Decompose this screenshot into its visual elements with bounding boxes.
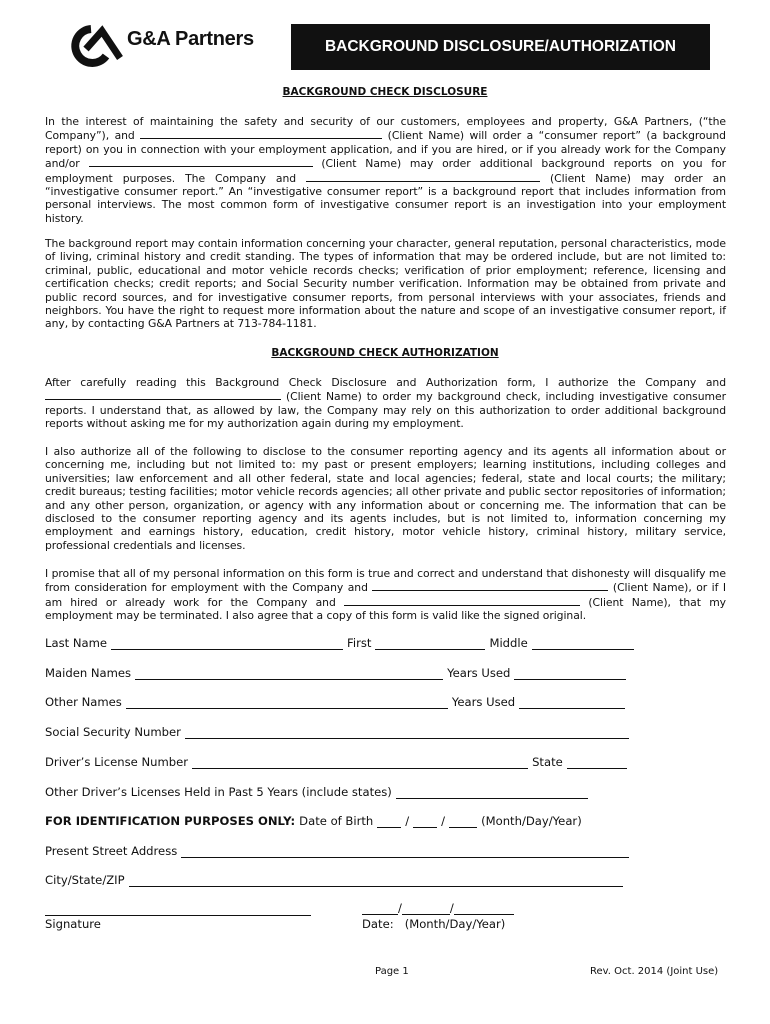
street-address-field[interactable] [181, 846, 629, 858]
maiden-names-field[interactable] [135, 668, 443, 680]
name-row [45, 636, 629, 650]
disclosure-heading: BACKGROUND CHECK DISCLOSURE [282, 86, 488, 98]
company-name: G&A Partners [127, 28, 254, 50]
middle-name-label: Middle [489, 636, 528, 650]
years-used-label: Years Used [447, 666, 511, 680]
disclosure-paragraph-1: In the interest of maintaining the safety and security of our customers, employees and property, G&A Partners, (“the Company”), and (Client Name) will order a “consumer report” (a background report) on you in connection with your employment application, and if you are hired, or if you already work for the Company and/or (Client Name) may order additional background reports on you for employment purposes. The Company and (Client Name) may order an “investigative consumer report.” An “investigative consumer report” is a background report that includes information from personal interviews. The most common form of investigative consumer report is an investigation into your employment history. [45, 115, 727, 225]
dob-month-field[interactable] [377, 816, 401, 828]
other-licenses-row [45, 785, 629, 799]
state-field[interactable] [567, 757, 627, 769]
street-address-label: Present Street Address [45, 844, 178, 858]
disclosure-paragraph-2: The background report may contain information concerning your character, general reputation, personal characteristics, mode of living, criminal history and credit standing. The types of information that may be ordered include, but are not limited to: criminal, public, educational and motor vehicle records checks; verification of prior employment; reference, licensing and certification checks; credit reports; and Social Security number verification. Information may be obtained from private and public record sources, and for investigative consumer reports, from personal interviews with your associates, friends and neighbors. You have the right to request more information about the nature and scope of an investigative consumer report, if any, by contacting G&A Partners at 713-784-1181. [45, 237, 726, 331]
client-name-line[interactable] [372, 580, 608, 591]
signature-field[interactable] [45, 904, 311, 916]
ssn-field[interactable] [185, 727, 629, 739]
years-used-label: Years Used [451, 695, 516, 709]
first-name-field[interactable] [375, 638, 485, 650]
last-name-label: Last Name [45, 636, 108, 650]
city-state-zip-field[interactable] [129, 875, 623, 887]
signature-label: Signature [45, 917, 101, 931]
identification-only-label: FOR IDENTIFICATION PURPOSES ONLY: [45, 814, 296, 828]
sign-year-field[interactable] [454, 903, 514, 915]
dob-label: Date of Birth [299, 814, 374, 828]
other-years-used-field[interactable] [519, 697, 625, 709]
sign-month-field[interactable] [362, 903, 398, 915]
form-title: BACKGROUND DISCLOSURE/AUTHORIZATION [291, 24, 710, 70]
authorization-paragraph-2: I also authorize all of the following to disclose to the consumer reporting agency and its agents all information about or concerning me, including but not limited to: my past or present employers; learning institutions, including colleges and universities; law enforcement and all other federal, state and local agencies; federal, state and local courts; the military; credit bureaus; testing facilities; motor vehicle records agencies; all other private and public sector repositories of information; and any other person, organization, or agency with any information about or concerning me. The information that can be disclosed to the consumer reporting agency and its agents includes, but is not limited to, information concerning my employment and earnings history, education, credit history, motor vehicle history, criminal history, military service, professional credentials and licenses. [45, 445, 726, 552]
last-name-field[interactable] [111, 638, 343, 650]
street-row [45, 844, 629, 858]
client-name-line[interactable] [140, 128, 382, 139]
authorization-paragraph-1: After carefully reading this Background Check Disclosure and Authorization form, I authorize the Company and (Client Name) to order my background check, including investigative consumer reports. I understand that, as allowed by law, the Company may rely on this authorization to order additional background reports without asking me for my authorization again during my employment. [45, 376, 726, 431]
city-row [45, 873, 629, 887]
authorization-heading: BACKGROUND CHECK AUTHORIZATION [271, 347, 499, 359]
middle-name-field[interactable] [532, 638, 634, 650]
maiden-names-label: Maiden Names [45, 666, 132, 680]
ssn-label: Social Security Number [45, 725, 181, 739]
authorization-paragraph-3: I promise that all of my personal information on this form is true and correct and understand that dishonesty will disqualify me from consideration for employment with the Company and (Client Name), or if I am hired or already work for the Company and (Client Name), that my employment may be terminated. I also agree that a copy of this form is valid like the signed original. [45, 567, 727, 623]
date-format-label: (Month/Day/Year) [404, 917, 506, 931]
other-names-field[interactable] [126, 697, 448, 709]
date-label-row [362, 917, 562, 931]
other-names-row [45, 695, 629, 709]
state-label: State [532, 755, 563, 769]
ssn-row [45, 725, 629, 739]
city-state-zip-label: City/State/ZIP [45, 873, 125, 887]
other-names-label: Other Names [45, 695, 122, 709]
dob-format-label: (Month/Day/Year) [481, 814, 582, 828]
other-licenses-field[interactable] [396, 787, 588, 799]
drivers-license-label: Driver’s License Number [45, 755, 189, 769]
client-name-line[interactable] [306, 171, 540, 182]
maiden-years-used-field[interactable] [514, 668, 626, 680]
client-name-line[interactable] [45, 389, 281, 400]
date-label: Date: [362, 917, 394, 931]
drivers-license-field[interactable] [192, 757, 528, 769]
dob-year-field[interactable] [449, 816, 477, 828]
other-licenses-label: Other Driver’s Licenses Held in Past 5 Years (include states) [45, 785, 392, 799]
date-fields: / / [362, 901, 522, 915]
sign-day-field[interactable] [402, 903, 450, 915]
dob-day-field[interactable] [413, 816, 437, 828]
page-number: Page 1 [375, 966, 409, 977]
drivers-license-row [45, 755, 629, 769]
client-name-line[interactable] [344, 595, 580, 606]
first-name-label: First [347, 636, 372, 650]
client-name-line[interactable] [89, 156, 313, 167]
maiden-names-row [45, 666, 629, 680]
dob-row: FOR IDENTIFICATION PURPOSES ONLY: Date of Birth / / (Month/Day/Year) [45, 814, 582, 828]
revision-note: Rev. Oct. 2014 (Joint Use) [590, 966, 719, 977]
